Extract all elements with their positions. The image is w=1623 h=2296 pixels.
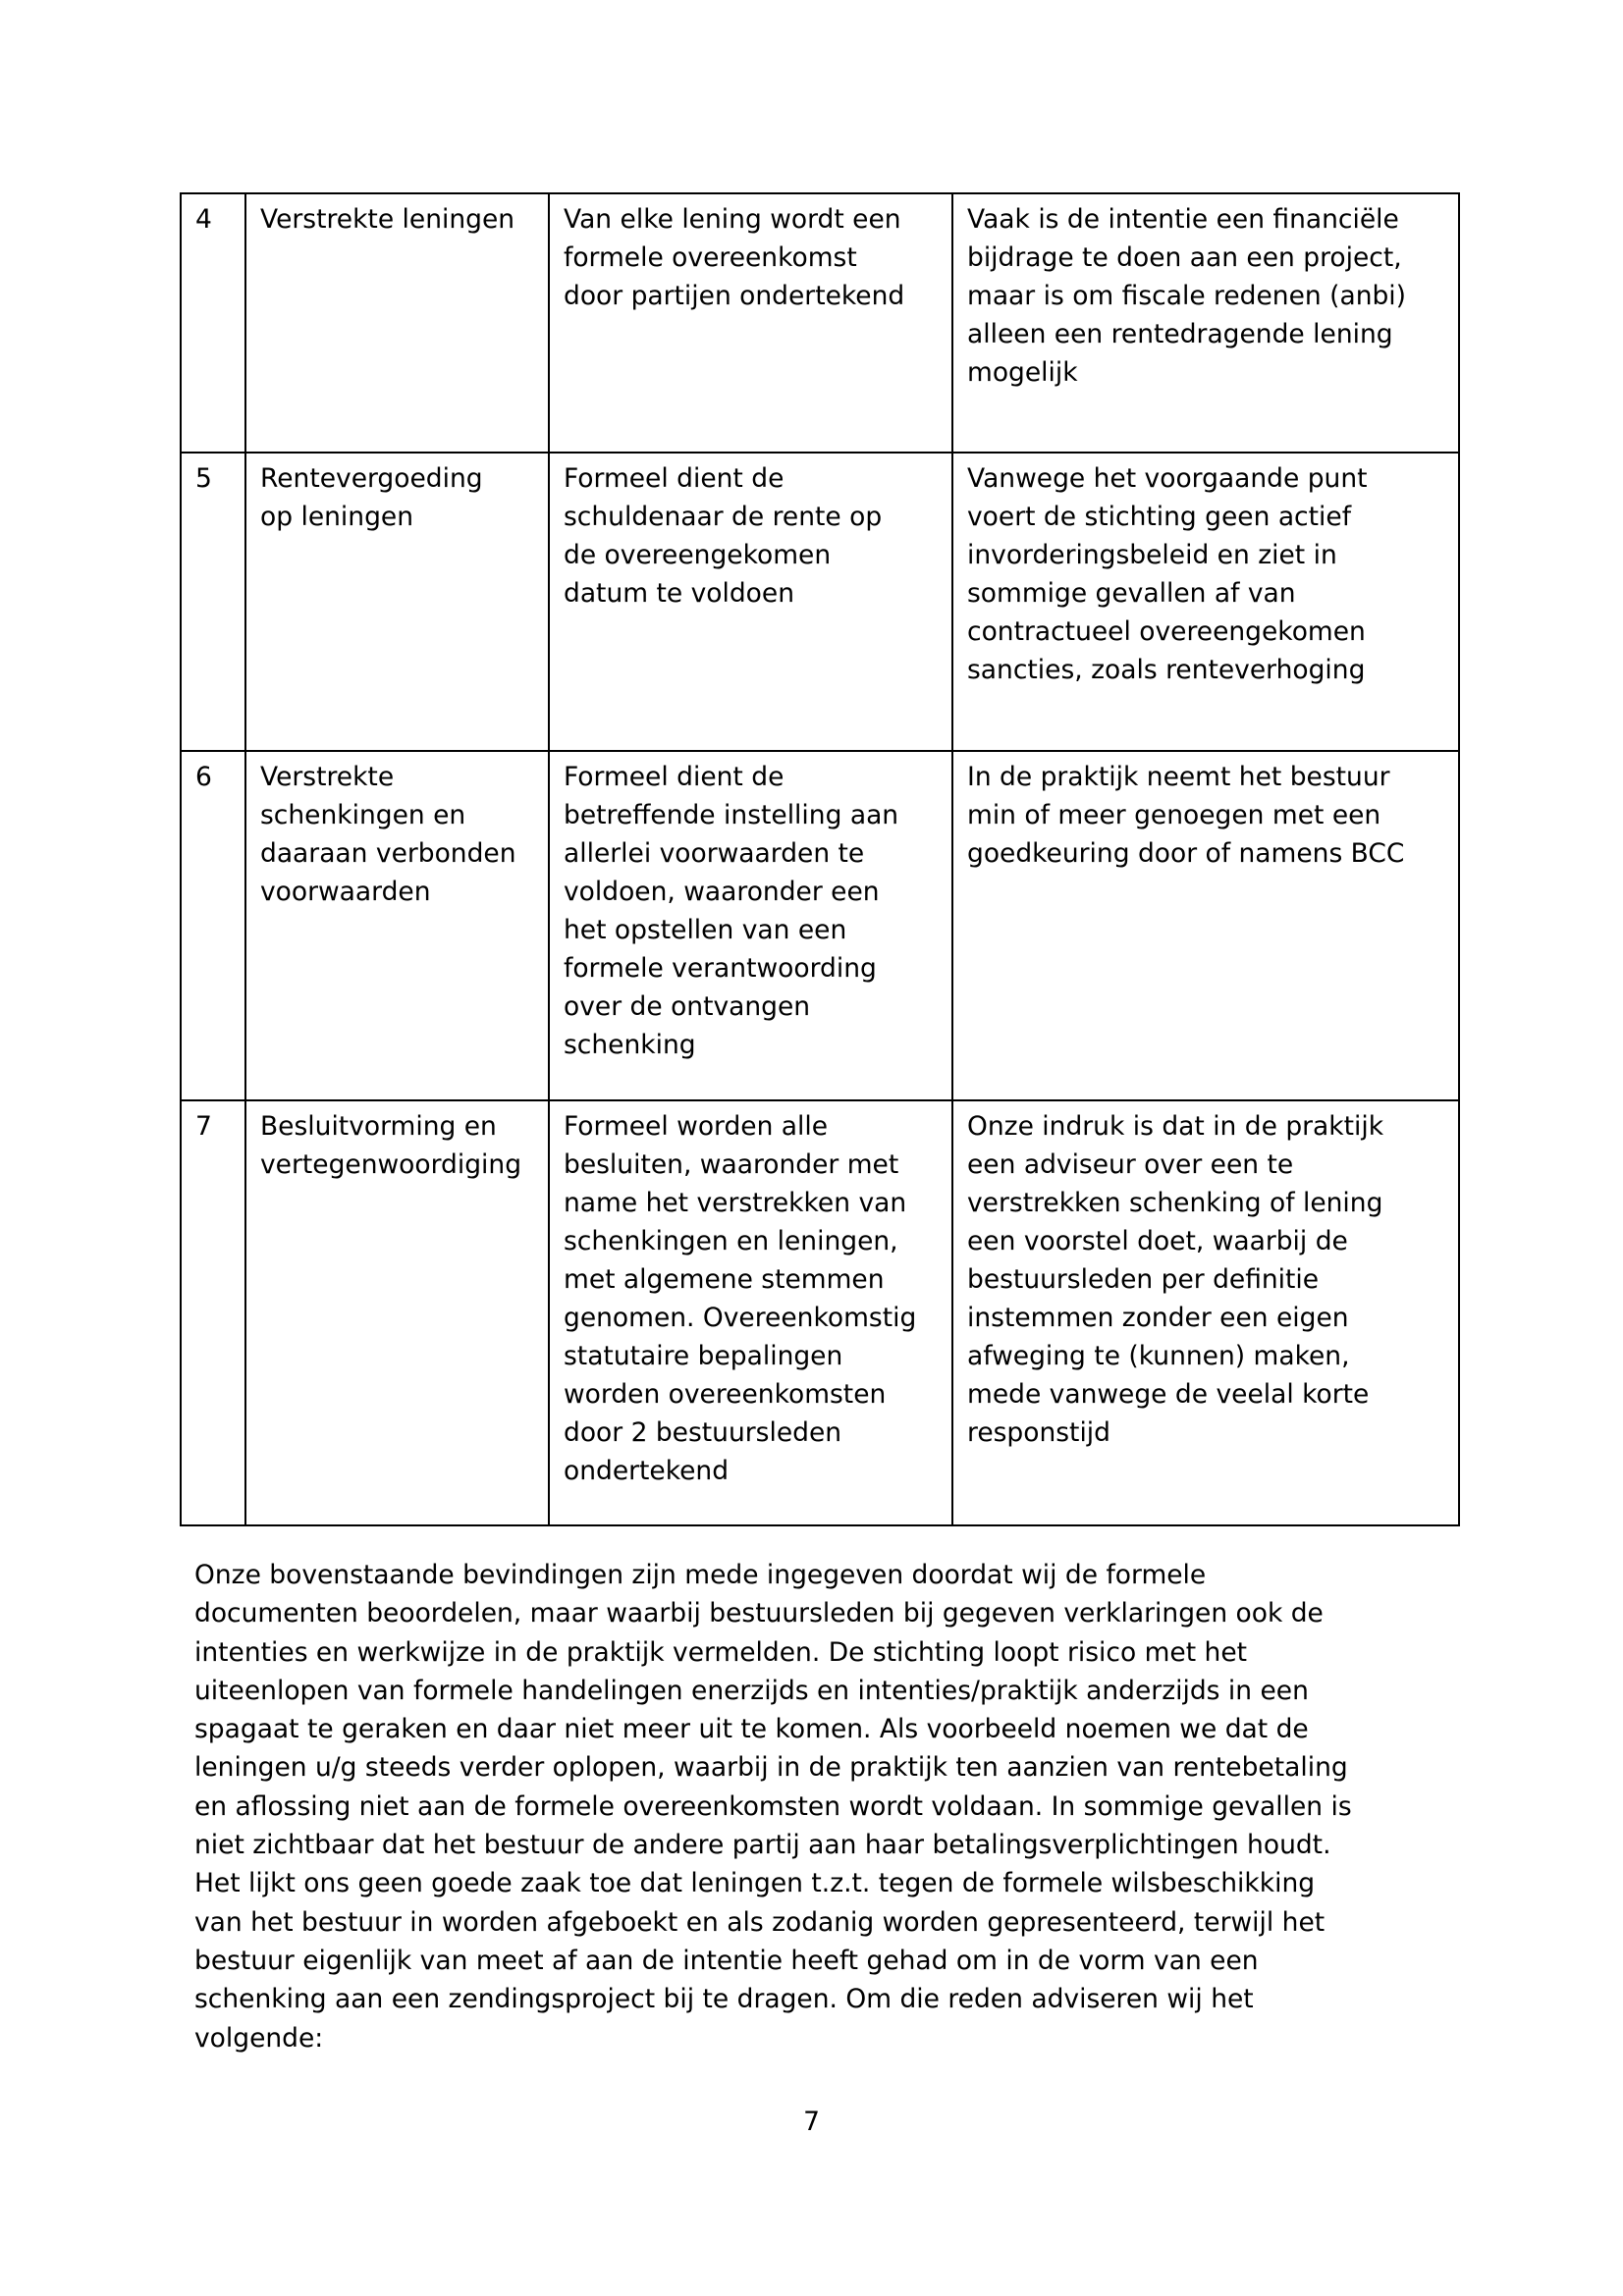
row-number-cell: 6 <box>181 751 245 1100</box>
row-number-cell: 4 <box>181 193 245 453</box>
practice-cell: Vanwege het voorgaande punt voert de stichting geen actief invorderingsbeleid en ziet in sommige gevallen af van contractueel overeengekomen sancties, zoals renteverhoging <box>952 453 1459 751</box>
topic-cell: Verstrekte leningen <box>245 193 549 453</box>
findings-table <box>180 192 1460 1526</box>
formal-cell: Formeel worden alle besluiten, waaronder met name het verstrekken van schenkingen en leningen, met algemene stemmen genomen. Overeenkomstig statutaire bepalingen worden overeenkomsten door 2 bestuursleden ondertekend <box>549 1100 952 1525</box>
table-row <box>181 193 1459 453</box>
topic-cell: Besluitvorming en vertegenwoordiging <box>245 1100 549 1525</box>
practice-cell: In de praktijk neemt het bestuur min of meer genoegen met een goedkeuring door of namens BCC <box>952 751 1459 1100</box>
table-row <box>181 453 1459 751</box>
topic-cell: Rentevergoeding op leningen <box>245 453 549 751</box>
body-paragraph: Onze bovenstaande bevindingen zijn mede ingegeven doordat wij de formele documenten beoordelen, maar waarbij bestuursleden bij gegeven verklaringen ook de intenties en werkwijze in de praktijk vermelden. De stichting loopt risico met het uiteenlopen van formele handelingen enerzijds en intenties/praktijk anderzijds in een spagaat te geraken en daar niet meer uit te komen. Als voorbeeld noemen we dat de leningen u/g steeds verder oplopen, waarbij in de praktijk ten aanzien van rentebetaling en aflossing niet aan de formele overeenkomsten wordt voldaan. In sommige gevallen is niet zichtbaar dat het bestuur de andere partij aan haar betalingsverplichtingen houdt. Het lijkt ons geen goede zaak toe dat leningen t.z.t. tegen de formele wilsbeschikking van het bestuur in worden afgeboekt en als zodanig worden gepresenteerd, terwijl het bestuur eigenlijk van meet af aan de intentie heeft gehad om in de vorm van een schenking aan een zendingsproject bij te dragen. Om die reden adviseren wij het volgende: <box>194 1560 1352 2054</box>
page-number: 7 <box>803 2107 820 2137</box>
practice-cell: Vaak is de intentie een financiële bijdrage te doen aan een project, maar is om fiscale redenen (anbi) alleen een rentedragende lening mogelijk <box>952 193 1459 453</box>
practice-cell: Onze indruk is dat in de praktijk een adviseur over een te verstrekken schenking of lening een voorstel doet, waarbij de bestuursleden per definitie instemmen zonder een eigen afweging te (kunnen) maken, mede vanwege de veelal korte responstijd <box>952 1100 1459 1525</box>
table-row <box>181 751 1459 1100</box>
topic-cell: Verstrekte schenkingen en daaraan verbonden voorwaarden <box>245 751 549 1100</box>
row-number-cell: 5 <box>181 453 245 751</box>
table-row <box>181 1100 1459 1525</box>
formal-cell: Formeel dient de schuldenaar de rente op de overeengekomen datum te voldoen <box>549 453 952 751</box>
formal-cell: Formeel dient de betreffende instelling aan allerlei voorwaarden te voldoen, waaronder een het opstellen van een formele verantwoording over de ontvangen schenking <box>549 751 952 1100</box>
row-number-cell: 7 <box>181 1100 245 1525</box>
formal-cell: Van elke lening wordt een formele overeenkomst door partijen ondertekend <box>549 193 952 453</box>
